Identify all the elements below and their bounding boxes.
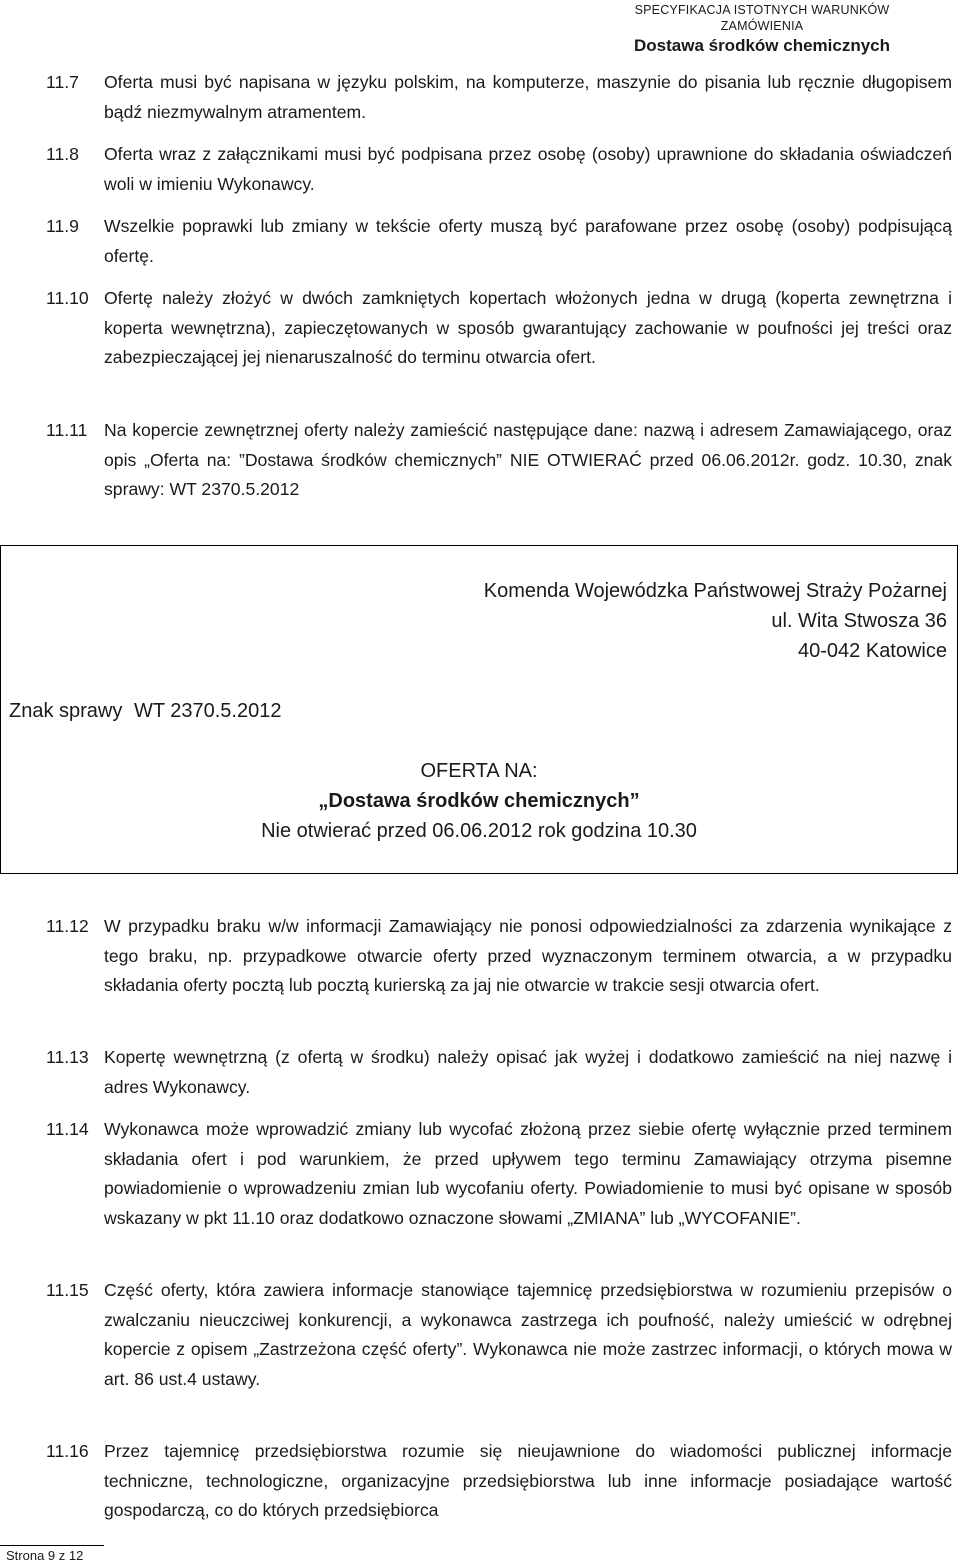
item-text: Wszelkie poprawki lub zmiany w tekście oferty muszą być parafowane przez osobę (osoby) podpisującą ofertę. xyxy=(104,216,952,266)
offer-deadline: Nie otwierać przed 06.06.2012 rok godzina 10.30 xyxy=(261,820,697,842)
section-item-11-7 xyxy=(46,68,952,127)
item-number: 11.12 xyxy=(46,916,89,936)
item-number: 11.11 xyxy=(46,420,88,440)
case-reference-label: Znak sprawy xyxy=(9,700,123,722)
item-number: 11.7 xyxy=(46,72,79,92)
section-item-11-12 xyxy=(46,912,952,1001)
section-item-11-10 xyxy=(46,284,952,373)
item-text: Na kopercie zewnętrznej oferty należy zamieścić następujące dane: nazwą i adresem Zamawiającego, oraz opis „Oferta na: ”Dostawa środków chemicznych” NIE OTWIERAĆ przed 06.06.2012r. godz. 10.30, znak sprawy: WT 2370.5.2012 xyxy=(104,420,952,500)
item-number: 11.16 xyxy=(46,1441,89,1461)
case-reference-value: WT 2370.5.2012 xyxy=(133,700,282,722)
offer-subject: „Dostawa środków chemicznych” xyxy=(318,790,640,812)
section-item-11-13 xyxy=(46,1043,952,1102)
recipient-address xyxy=(484,576,947,666)
section-item-11-16 xyxy=(46,1437,952,1526)
item-number: 11.8 xyxy=(46,144,79,164)
case-reference xyxy=(9,696,281,726)
item-number: 11.10 xyxy=(46,288,89,308)
offer-label-block xyxy=(1,756,957,846)
item-number: 11.9 xyxy=(46,216,79,236)
item-text: Przez tajemnicę przedsiębiorstwa rozumie się nieujawnione do wiadomości publicznej informacje techniczne, technologiczne, organizacyjne przedsiębiorstwa lub inne informacje posiadające wartość gospodarczą, co do których przedsiębiorca xyxy=(104,1441,952,1521)
header-subject: Dostawa środków chemicznych xyxy=(633,36,891,55)
item-number: 11.13 xyxy=(46,1047,89,1067)
item-text: Oferta wraz z załącznikami musi być podpisana przez osobę (osoby) uprawnione do składania oświadczeń woli w imieniu Wykonawcy. xyxy=(104,144,952,194)
item-text: Ofertę należy złożyć w dwóch zamkniętych kopertach włożonych jedna w drugą (koperta zewnętrzna i koperta wewnętrzna), zapieczętowanych w sposób gwarantujący zachowanie w poufności jej treści oraz zabezpieczającej jej nienaruszalność do terminu otwarcia ofert. xyxy=(104,288,952,368)
item-text: W przypadku braku w/w informacji Zamawiający nie ponosi odpowiedzialności za zdarzenia wynikające z tego braku, np. przypadkowe otwarcie oferty przed wyznaczonym terminem otwarcia, a w przypadku składania oferty pocztą lub pocztą kurierską za jaj nie otwarcie w trakcie sesji otwarcia ofert. xyxy=(104,916,952,996)
offer-label: OFERTA NA: xyxy=(420,760,538,782)
header-spec-title: SPECYFIKACJA ISTOTNYCH WARUNKÓW ZAMÓWIENIA xyxy=(634,3,890,33)
item-text: Część oferty, która zawiera informacje stanowiące tajemnicę przedsiębiorstwa w rozumieniu przepisów o zwalczaniu nieuczciwej konkurencji, a wykonawca zastrzega ich poufność, należy umieścić w odrębnej kopercie z opisem „Zastrzeżona część oferty”. Wykonawca nie może zastrzec informacji, o których mowa w art. 86 ust.4 ustawy. xyxy=(104,1280,952,1390)
page-number: Strona 9 z 12 xyxy=(6,1548,84,1563)
section-item-11-8 xyxy=(46,140,952,199)
section-item-11-15 xyxy=(46,1276,952,1395)
recipient-street: ul. Wita Stwosza 36 xyxy=(771,610,947,632)
section-item-11-14 xyxy=(46,1115,952,1234)
footer-divider xyxy=(0,1545,104,1546)
section-item-11-11 xyxy=(46,416,952,505)
item-text: Kopertę wewnętrzną (z ofertą w środku) należy opisać jak wyżej i dodatkowo zamieścić na niej nazwę i adres Wykonawcy. xyxy=(104,1047,952,1097)
item-text: Wykonawca może wprowadzić zmiany lub wycofać złożoną przez siebie ofertę wyłącznie przed terminem składania ofert i pod warunkiem, że przed upływem tego terminu Zamawiający otrzyma pisemne powiadomienie o wprowadzeniu zmian lub wycofaniu oferty. Powiadomienie to musi być opisane w sposób wskazany w pkt 11.10 oraz dodatkowo oznaczone słowami „ZMIANA” lub „WYCOFANIE”. xyxy=(104,1119,952,1229)
item-number: 11.14 xyxy=(46,1119,89,1139)
item-number: 11.15 xyxy=(46,1280,89,1300)
recipient-city: 40-042 Katowice xyxy=(798,640,947,662)
envelope-template-box xyxy=(0,545,958,874)
recipient-name: Komenda Wojewódzka Państwowej Straży Pożarnej xyxy=(483,580,947,602)
section-item-11-9 xyxy=(46,212,952,271)
page-header xyxy=(592,2,932,58)
item-text: Oferta musi być napisana w języku polskim, na komputerze, maszynie do pisania lub ręcznie długopisem bądź niezmywalnym atramentem. xyxy=(104,72,952,122)
